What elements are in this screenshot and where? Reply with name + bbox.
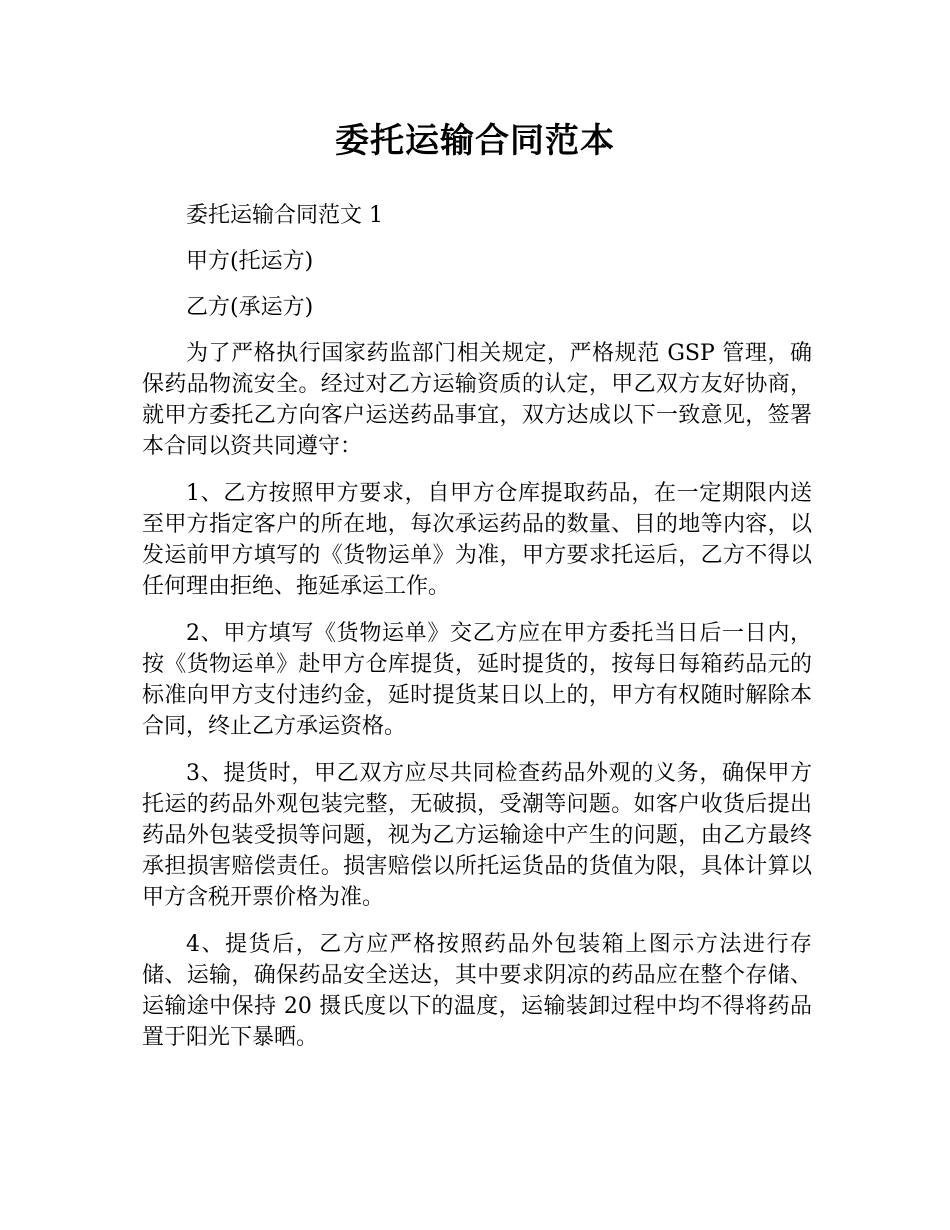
paragraph-clause-2: 2、甲方填写《货物运单》交乙方应在甲方委托当日后一日内，按《货物运单》赴甲方仓库提货，延时提货的，按每日每箱药品元的标准向甲方支付违约金，延时提货某日以上的，甲方有权随时解除本合同，终止乙方承运资格。 bbox=[142, 621, 812, 739]
document-body bbox=[142, 200, 812, 1069]
paragraph-clause-1: 1、乙方按照甲方要求，自甲方仓库提取药品，在一定期限内送至甲方指定客户的所在地，每次承运药品的数量、目的地等内容，以发运前甲方填写的《货物运单》为准，甲方要求托运后，乙方不得以任何理由拒绝、拖延承运工作。 bbox=[142, 481, 812, 599]
document-title: 委托运输合同范本 bbox=[335, 121, 615, 161]
paragraph-heading: 委托运输合同范文 1 bbox=[186, 203, 383, 228]
paragraph-preamble: 为了严格执行国家药监部门相关规定，严格规范 GSP 管理，确保药品物流安全。经过对乙方运输资质的认定，甲乙双方友好协商，就甲方委托乙方向客户运送药品事宜，双方达成以下一致意见，签署本合同以资共同遵守： bbox=[142, 341, 812, 459]
paragraph-party-b: 乙方(承运方) bbox=[186, 295, 314, 320]
paragraph-clause-4: 4、提货后，乙方应严格按照药品外包装箱上图示方法进行存储、运输，确保药品安全送达，其中要求阴凉的药品应在整个存储、运输途中保持 20 摄氏度以下的温度，运输装卸过程中均不得将药品置于阳光下暴晒。 bbox=[142, 932, 812, 1050]
paragraph-clause-3: 3、提货时，甲乙双方应尽共同检查药品外观的义务，确保甲方托运的药品外观包装完整，无破损，受潮等问题。如客户收货后提出药品外包装受损等问题，视为乙方运输途中产生的问题，由乙方最终承担损害赔偿责任。损害赔偿以所托运货品的货值为限，具体计算以甲方含税开票价格为准。 bbox=[142, 761, 812, 910]
paragraph-party-a: 甲方(托运方) bbox=[186, 249, 314, 274]
